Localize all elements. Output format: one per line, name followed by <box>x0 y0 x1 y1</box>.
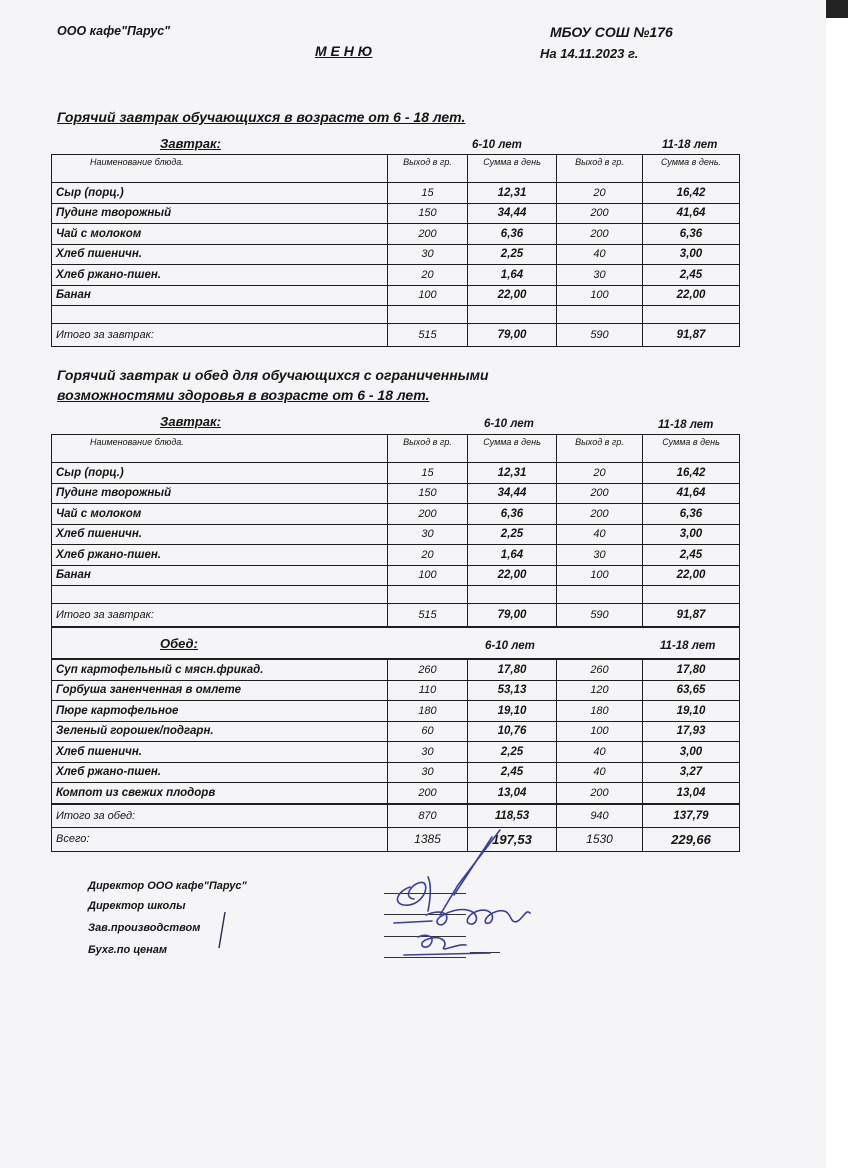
col-sum-11-18: Сумма в день <box>643 435 740 463</box>
lunch-total-sum-11-18: 137,79 <box>643 804 740 828</box>
portion-6-10: 100 <box>388 565 468 586</box>
sum-11-18: 22,00 <box>643 285 740 306</box>
total-sum-11-18: 91,87 <box>643 604 740 628</box>
lunch-total-portion-11-18: 940 <box>557 804 643 828</box>
sum-6-10: 22,00 <box>468 565 557 586</box>
sum-6-10: 1,64 <box>468 545 557 566</box>
dish-name: Хлеб ржано-пшен. <box>52 265 388 286</box>
sum-11-18: 2,45 <box>643 545 740 566</box>
dish-name: Хлеб пшеничн. <box>52 524 388 545</box>
portion-11-18: 30 <box>557 545 643 566</box>
pen-mark-stroke <box>219 912 225 948</box>
portion-6-10: 30 <box>388 742 468 763</box>
total-label: Итого за завтрак: <box>52 604 388 628</box>
table-row <box>52 701 740 722</box>
breakfast-total-row <box>52 324 740 347</box>
dish-name: Чай с молоком <box>52 224 388 245</box>
sum-11-18: 6,36 <box>643 504 740 525</box>
total-portion-11-18: 590 <box>557 324 643 347</box>
total-portion-6-10: 515 <box>388 604 468 628</box>
table-row <box>52 524 740 545</box>
table-row <box>52 463 740 484</box>
lunch-section-header <box>52 627 740 659</box>
lunch-total-row <box>52 804 740 828</box>
dish-name: Зеленый горошек/подгарн. <box>52 721 388 742</box>
sum-11-18: 6,36 <box>643 224 740 245</box>
table-row <box>52 483 740 504</box>
portion-11-18: 200 <box>557 483 643 504</box>
sum-6-10: 13,04 <box>468 783 557 804</box>
portion-6-10: 30 <box>388 244 468 265</box>
sum-11-18: 41,64 <box>643 203 740 224</box>
signature-stroke <box>428 877 430 911</box>
portion-11-18: 40 <box>557 762 643 783</box>
dish-name: Сыр (порц.) <box>52 183 388 204</box>
portion-11-18: 20 <box>557 183 643 204</box>
section2-age-group-2: 11-18 лет <box>658 419 714 431</box>
sum-6-10: 10,76 <box>468 721 557 742</box>
signer-cafe-director: Директор ООО кафе"Парус" <box>88 880 247 892</box>
signer-production-head: Зав.производством <box>88 922 201 934</box>
grand-total-sum-6-10: 197,53 <box>468 827 557 851</box>
portion-11-18: 120 <box>557 680 643 701</box>
section1-heading: Горячий завтрак обучающихся в возрасте от 6 - 18 лет. <box>57 109 466 125</box>
portion-6-10: 260 <box>388 659 468 680</box>
sum-11-18: 22,00 <box>643 565 740 586</box>
portion-6-10: 150 <box>388 483 468 504</box>
dish-name: Пюре картофельное <box>52 701 388 722</box>
sum-6-10: 2,25 <box>468 524 557 545</box>
portion-6-10: 60 <box>388 721 468 742</box>
portion-6-10: 20 <box>388 265 468 286</box>
table-row <box>52 721 740 742</box>
signature-stroke <box>426 910 530 925</box>
section2-heading-line2: возможностями здоровья в возрасте от 6 - 18 лет. <box>57 387 430 403</box>
scan-background-edge <box>826 0 848 1168</box>
sum-6-10: 53,13 <box>468 680 557 701</box>
portion-11-18: 200 <box>557 224 643 245</box>
sum-11-18: 16,42 <box>643 183 740 204</box>
sum-6-10: 2,25 <box>468 742 557 763</box>
sum-11-18: 63,65 <box>643 680 740 701</box>
col-sum-11-18: Сумма в день. <box>643 155 740 183</box>
total-sum-11-18: 91,87 <box>643 324 740 347</box>
portion-11-18: 40 <box>557 742 643 763</box>
portion-6-10: 110 <box>388 680 468 701</box>
table-header-row <box>52 435 740 463</box>
dish-name: Хлеб ржано-пшен. <box>52 545 388 566</box>
portion-11-18: 100 <box>557 565 643 586</box>
signature-stroke <box>397 882 425 905</box>
table-row <box>52 265 740 286</box>
table-row <box>52 285 740 306</box>
table-header-row <box>52 155 740 183</box>
dish-name: Пудинг творожный <box>52 203 388 224</box>
section2-meal-label: Завтрак: <box>160 414 221 429</box>
sum-6-10: 17,80 <box>468 659 557 680</box>
sum-11-18: 13,04 <box>643 783 740 804</box>
sum-11-18: 2,45 <box>643 265 740 286</box>
breakfast-total-row <box>52 604 740 628</box>
portion-6-10: 15 <box>388 183 468 204</box>
sum-11-18: 3,00 <box>643 524 740 545</box>
sum-11-18: 3,27 <box>643 762 740 783</box>
table-row <box>52 659 740 680</box>
sum-11-18: 17,93 <box>643 721 740 742</box>
dish-name: Хлеб пшеничн. <box>52 244 388 265</box>
signature-stroke <box>394 921 432 923</box>
total-sum-6-10: 79,00 <box>468 324 557 347</box>
grand-total-label: Всего: <box>52 827 388 851</box>
section2-age-group-1: 6-10 лет <box>484 418 534 430</box>
portion-11-18: 100 <box>557 285 643 306</box>
table-row-empty <box>52 306 740 324</box>
sum-6-10: 2,45 <box>468 762 557 783</box>
sum-11-18: 16,42 <box>643 463 740 484</box>
dish-name: Пудинг творожный <box>52 483 388 504</box>
portion-6-10: 15 <box>388 463 468 484</box>
menu-date: На 14.11.2023 г. <box>540 46 639 61</box>
portion-6-10: 30 <box>388 524 468 545</box>
signer-school-director: Директор школы <box>88 900 186 912</box>
page-title: М Е Н Ю <box>315 43 373 59</box>
table-row-empty <box>52 586 740 604</box>
total-portion-11-18: 590 <box>557 604 643 628</box>
company-name: ООО кафе"Парус" <box>57 24 171 38</box>
sum-6-10: 22,00 <box>468 285 557 306</box>
portion-11-18: 40 <box>557 524 643 545</box>
section1-age-group-1: 6-10 лет <box>472 139 522 151</box>
dish-name: Компот из свежих плодорв <box>52 783 388 804</box>
grand-total-portion-11-18: 1530 <box>557 827 643 851</box>
lunch-total-portion-6-10: 870 <box>388 804 468 828</box>
total-sum-6-10: 79,00 <box>468 604 557 628</box>
table-row <box>52 203 740 224</box>
dish-name: Хлеб ржано-пшен. <box>52 762 388 783</box>
sum-6-10: 34,44 <box>468 203 557 224</box>
table-row <box>52 183 740 204</box>
portion-6-10: 30 <box>388 762 468 783</box>
dish-name: Хлеб пшеничн. <box>52 742 388 763</box>
portion-11-18: 200 <box>557 203 643 224</box>
col-portion-11-18: Выход в гр. <box>557 155 643 183</box>
table-row <box>52 680 740 701</box>
sum-6-10: 19,10 <box>468 701 557 722</box>
sum-6-10: 1,64 <box>468 265 557 286</box>
portion-6-10: 200 <box>388 783 468 804</box>
sum-11-18: 3,00 <box>643 742 740 763</box>
scan-dark-corner <box>826 0 848 18</box>
lunch-age-group-1: 6-10 лет <box>485 640 535 652</box>
sum-6-10: 6,36 <box>468 504 557 525</box>
portion-11-18: 180 <box>557 701 643 722</box>
table-row <box>52 504 740 525</box>
table-row <box>52 783 740 804</box>
sum-6-10: 34,44 <box>468 483 557 504</box>
section2-heading-line1: Горячий завтрак и обед для обучающихся с ограниченными <box>57 367 489 383</box>
section1-age-group-2: 11-18 лет <box>662 139 718 151</box>
table-row <box>52 565 740 586</box>
portion-11-18: 40 <box>557 244 643 265</box>
pen-mark <box>216 910 228 950</box>
portion-11-18: 100 <box>557 721 643 742</box>
portion-11-18: 200 <box>557 783 643 804</box>
signature-stroke <box>418 935 466 949</box>
table-row <box>52 224 740 245</box>
portion-11-18: 30 <box>557 265 643 286</box>
section1-table <box>51 154 740 347</box>
sum-6-10: 6,36 <box>468 224 557 245</box>
sum-11-18: 41,64 <box>643 483 740 504</box>
portion-6-10: 200 <box>388 224 468 245</box>
sum-11-18: 17,80 <box>643 659 740 680</box>
col-portion-11-18: Выход в гр. <box>557 435 643 463</box>
grand-total-portion-6-10: 1385 <box>388 827 468 851</box>
portion-11-18: 20 <box>557 463 643 484</box>
signature-stroke <box>440 830 500 915</box>
table-row <box>52 244 740 265</box>
portion-6-10: 180 <box>388 701 468 722</box>
signature-stroke <box>404 953 490 955</box>
lunch-label: Обед: <box>160 636 198 651</box>
grand-total-sum-11-18: 229,66 <box>643 827 740 851</box>
col-sum-6-10: Сумма в день <box>468 155 557 183</box>
section2-table <box>51 434 740 852</box>
sum-6-10: 12,31 <box>468 463 557 484</box>
sum-6-10: 12,31 <box>468 183 557 204</box>
dish-name: Банан <box>52 565 388 586</box>
table-row <box>52 742 740 763</box>
col-dish-name: Наименование блюда. <box>52 155 388 183</box>
section1-meal-label: Завтрак: <box>160 136 221 151</box>
lunch-age-group-2: 11-18 лет <box>660 640 716 652</box>
portion-11-18: 200 <box>557 504 643 525</box>
total-portion-6-10: 515 <box>388 324 468 347</box>
dish-name: Горбуша заненченная в омлете <box>52 680 388 701</box>
dish-name: Суп картофельный с мясн.фрикад. <box>52 659 388 680</box>
portion-6-10: 150 <box>388 203 468 224</box>
portion-6-10: 100 <box>388 285 468 306</box>
school-name: МБОУ СОШ №176 <box>550 24 673 40</box>
sum-6-10: 2,25 <box>468 244 557 265</box>
lunch-total-sum-6-10: 118,53 <box>468 804 557 828</box>
portion-6-10: 20 <box>388 545 468 566</box>
table-row <box>52 545 740 566</box>
table-row <box>52 762 740 783</box>
col-sum-6-10: Сумма в день <box>468 435 557 463</box>
lunch-total-label: Итого за обед: <box>52 804 388 828</box>
sum-11-18: 19,10 <box>643 701 740 722</box>
col-dish-name: Наименование блюда. <box>52 435 388 463</box>
signer-accountant: Бухг.по ценам <box>88 944 167 956</box>
signature-stroke <box>454 837 492 895</box>
portion-11-18: 260 <box>557 659 643 680</box>
col-portion-6-10: Выход в гр. <box>388 435 468 463</box>
total-label: Итого за завтрак: <box>52 324 388 347</box>
handwritten-signatures <box>370 825 540 965</box>
col-portion-6-10: Выход в гр. <box>388 155 468 183</box>
portion-6-10: 200 <box>388 504 468 525</box>
dish-name: Банан <box>52 285 388 306</box>
dish-name: Сыр (порц.) <box>52 463 388 484</box>
sum-11-18: 3,00 <box>643 244 740 265</box>
dish-name: Чай с молоком <box>52 504 388 525</box>
